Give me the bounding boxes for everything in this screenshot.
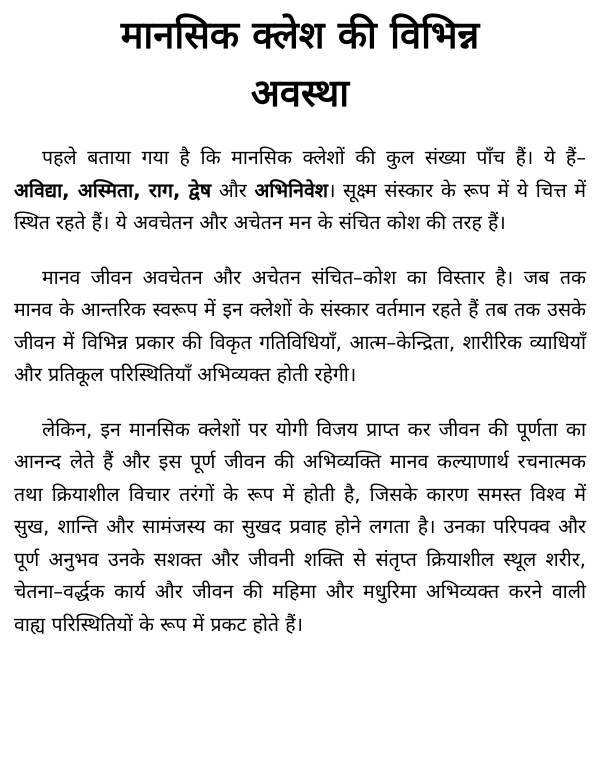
- klesha-asmita: अस्मिता: [77, 178, 134, 202]
- paragraph-1-rest: । सूक्ष्म संस्कार के रूप में ये चित्त में स्थित रहते हैं। ये अवचेतन और अचेतन मन के संचित कोश की तरह हैं।: [14, 178, 587, 234]
- klesha-dvesha: द्वेष: [188, 178, 212, 202]
- klesha-sep-3: ,: [172, 178, 189, 202]
- klesha-avidya: अविद्या: [14, 178, 63, 202]
- page-title: [14, 6, 586, 122]
- title-line-1: मानसिक क्लेश की विभिन्न: [120, 13, 480, 57]
- klesha-abhinivesha: अभिनिवेश: [254, 178, 329, 202]
- klesha-raga: राग: [148, 178, 173, 202]
- title-line-2: अवस्था: [250, 71, 350, 115]
- klesha-and: और: [211, 178, 255, 202]
- paragraph-1: [14, 142, 586, 240]
- paragraph-2: मानव जीवन अवचेतन और अचेतन संचित–कोश का विस्तार है। जब तक मानव के आन्तरिक स्वरूप में इन क्लेशों के संस्कार वर्तमान रहते हैं तब तक उसके जीवन में विभिन्न प्रकार की विकृत गतिविधियाँ, आत्म–केन्द्रिता, शारीरिक व्याधियाँ और प्रतिकूल परिस्थितियाँ अभिव्यक्त होती रहेगी।: [14, 265, 586, 386]
- paragraph-1-intro: पहले बताया गया है कि मानसिक क्लेशों की कुल संख्या पाँच हैं। ये हैं–: [42, 146, 586, 169]
- paragraph-3: लेकिन, इन मानसिक क्लेशों पर योगी विजय प्राप्त कर जीवन की पूर्णता का आनन्द लेते हैं और इस पूर्ण जीवन की अभिव्यक्ति मानव कल्याणार्थ रचनात्मक तथा क्रियाशील विचार तरंगों के रूप में होती है, जिसके कारण समस्त विश्व में सुख, शान्ति और सामंजस्य का सुखद प्रवाह होने लगता है। उनका परिपक्व और पूर्ण अनुभव उनके सशक्त और जीवनी शक्ति से संतृप्त क्रियाशील स्थूल शरीर, चेतना–वर्द्धक कार्य और जीवन की महिमा और मधुरिमा अभिव्यक्त करने वाली वाह्य परिस्थितियों के रूप में प्रकट होते हैं।: [14, 417, 586, 636]
- klesha-sep-1: ,: [62, 178, 78, 202]
- klesha-sep-2: ,: [133, 178, 149, 202]
